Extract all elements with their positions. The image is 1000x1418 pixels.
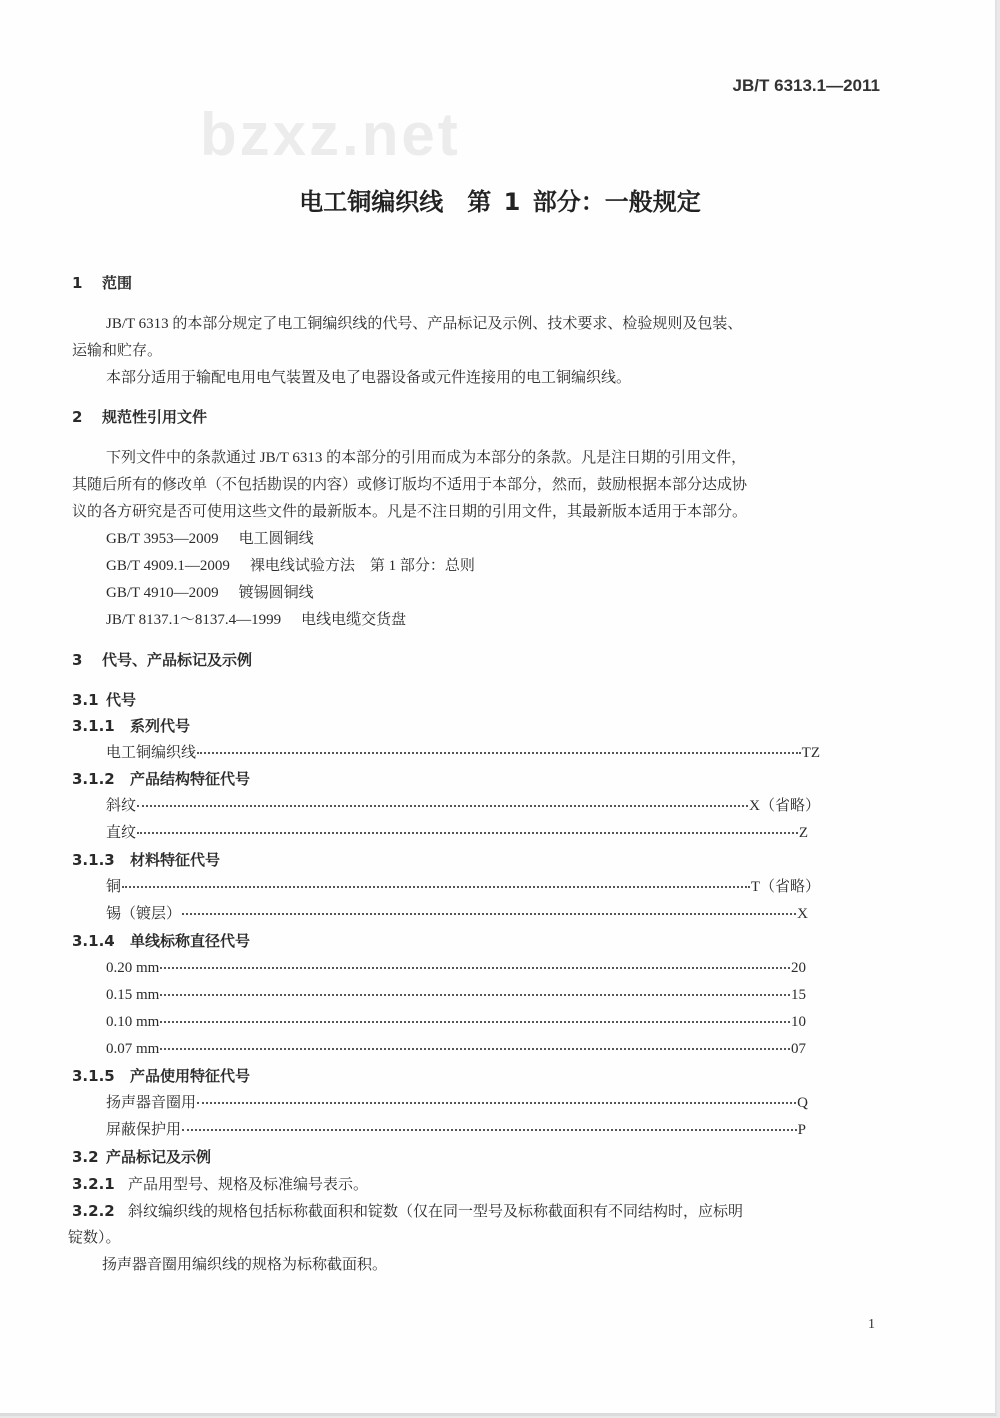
code-entry: [106, 823, 808, 843]
section-3-1-heading: [72, 690, 136, 710]
dot-leader: [160, 967, 790, 969]
reference-item: [106, 529, 314, 549]
section-number: 3: [72, 651, 83, 669]
dot-leader: [197, 752, 801, 754]
reference-code: GB/T 4909.1—2009: [106, 558, 230, 574]
section-3-heading: [72, 650, 252, 670]
code-label: 扬声器音圈用: [106, 1095, 197, 1111]
section-title: 产品使用特征代号: [130, 1067, 251, 1085]
code-label: 0.10 mm: [106, 1014, 160, 1030]
code-label: 0.15 mm: [106, 987, 160, 1003]
dot-leader: [160, 994, 790, 996]
section-title: 材料特征代号: [130, 851, 221, 869]
clause-text: 斜纹编织线的规格包括标称截面积和锭数（仅在同一型号及标称截面积有不同结构时，应标明: [128, 1204, 744, 1220]
code-entry: [106, 1012, 806, 1032]
section-3-1-1-heading: [72, 716, 190, 736]
section-title: 规范性引用文件: [102, 408, 208, 426]
reference-title: 裸电线试验方法 第 1 部分：总则: [249, 558, 475, 574]
section-number: 3.1.2: [72, 770, 115, 788]
section-title: 系列代号: [130, 717, 191, 735]
code-value: 10: [791, 1014, 806, 1030]
code-entry: [106, 877, 820, 897]
code-entry: [106, 985, 806, 1005]
section-2-para-line-1: 下列文件中的条款通过 JB/T 6313 的本部分的引用而成为本部分的条款。凡是注日期的引用文件，: [106, 450, 747, 466]
code-value: X: [797, 906, 808, 922]
section-1-heading: [72, 273, 132, 293]
code-value: T（省略）: [750, 879, 820, 895]
code-label: 铜: [106, 879, 122, 895]
standard-code: JB/T 6313.1—2011: [732, 76, 880, 95]
code-entry: [106, 1093, 808, 1113]
reference-item: [106, 556, 475, 576]
code-entry: [106, 1039, 806, 1059]
reference-code: JB/T 8137.1～8137.4—1999: [106, 612, 282, 628]
section-2-para-line-2: 其随后所有的修改单（不包括勘误的内容）或修订版均不适用于本部分，然而，鼓励根据本部分达成协: [72, 477, 748, 493]
code-entry: [106, 743, 820, 763]
section-number: 3.1.5: [72, 1067, 115, 1085]
section-number: 1: [72, 274, 83, 292]
dot-leader: [160, 1021, 790, 1023]
document-title: 电工铜编织线 第 1 部分：一般规定: [299, 188, 701, 216]
section-number: 3.1.4: [72, 932, 115, 950]
code-value: TZ: [801, 745, 820, 761]
code-label: 斜纹: [106, 798, 137, 814]
reference-code: GB/T 4910—2009: [106, 585, 219, 601]
section-2-heading: [72, 407, 207, 427]
section-2-para-line-3: 议的各方研究是否可使用这些文件的最新版本。凡是不注日期的引用文件，其最新版本适用于本部分。: [72, 504, 748, 520]
section-title: 单线标称直径代号: [130, 932, 251, 950]
reference-title: 电线电缆交货盘: [301, 612, 407, 628]
section-1-para-1-line-1: JB/T 6313 的本部分规定了电工铜编织线的代号、产品标记及示例、技术要求、检验规则及包装、: [106, 316, 743, 332]
dot-leader: [182, 913, 796, 915]
code-label: 直纹: [106, 825, 137, 841]
clause-3-2-2-line-1: [72, 1201, 743, 1222]
clause-3-2-2-para-2: 扬声器音圈用编织线的规格为标称截面积。: [102, 1257, 388, 1273]
code-label: 锡（镀层）: [106, 906, 182, 922]
code-entry: [106, 796, 820, 816]
clause-text: 产品用型号、规格及标准编号表示。: [128, 1177, 369, 1193]
section-title: 范围: [102, 274, 133, 292]
section-title: 代号、产品标记及示例: [102, 651, 253, 669]
page-number: 1: [868, 1317, 875, 1332]
clause-number: 3.2.2: [72, 1202, 115, 1220]
section-title: 产品结构特征代号: [130, 770, 251, 788]
watermark: bzxz.net: [200, 101, 461, 168]
section-3-1-3-heading: [72, 850, 220, 870]
code-value: 15: [791, 987, 806, 1003]
code-entry: [106, 1120, 806, 1140]
code-label: 0.07 mm: [106, 1041, 160, 1057]
section-number: 3.2: [72, 1148, 99, 1166]
code-label: 电工铜编织线: [106, 745, 197, 761]
section-3-2-heading: [72, 1147, 211, 1167]
dot-leader: [137, 832, 798, 834]
clause-3-2-2-line-2: 锭数）。: [68, 1230, 121, 1246]
code-value: Z: [798, 825, 808, 841]
code-entry: [106, 904, 808, 924]
reference-title: 电工圆铜线: [238, 531, 314, 547]
dot-leader: [182, 1129, 797, 1131]
code-label: 0.20 mm: [106, 960, 160, 976]
section-title: 产品标记及示例: [106, 1148, 212, 1166]
section-number: 2: [72, 408, 83, 426]
dot-leader: [122, 886, 750, 888]
dot-leader: [197, 1102, 796, 1104]
dot-leader: [160, 1048, 790, 1050]
dot-leader: [137, 805, 748, 807]
reference-title: 镀锡圆铜线: [238, 585, 314, 601]
section-3-1-2-heading: [72, 769, 250, 789]
code-value: 07: [791, 1041, 806, 1057]
clause-number: 3.2.1: [72, 1175, 115, 1193]
code-value: Q: [797, 1095, 808, 1111]
reference-code: GB/T 3953—2009: [106, 531, 219, 547]
code-value: X（省略）: [749, 798, 820, 814]
section-3-1-4-heading: [72, 931, 250, 951]
section-3-1-5-heading: [72, 1066, 250, 1086]
code-value: 20: [791, 960, 806, 976]
reference-item: [106, 583, 314, 603]
section-number: 3.1.1: [72, 717, 115, 735]
code-label: 屏蔽保护用: [106, 1122, 182, 1138]
section-number: 3.1.3: [72, 851, 115, 869]
section-title: 代号: [106, 691, 137, 709]
reference-item: [106, 610, 406, 630]
section-1-para-1-line-2: 运输和贮存。: [72, 343, 163, 359]
code-value: P: [797, 1122, 806, 1138]
section-number: 3.1: [72, 691, 99, 709]
clause-3-2-1: [72, 1174, 368, 1195]
code-entry: [106, 958, 806, 978]
section-1-para-2: 本部分适用于输配电用电气装置及电了电器设备或元件连接用的电工铜编织线。: [106, 370, 632, 386]
